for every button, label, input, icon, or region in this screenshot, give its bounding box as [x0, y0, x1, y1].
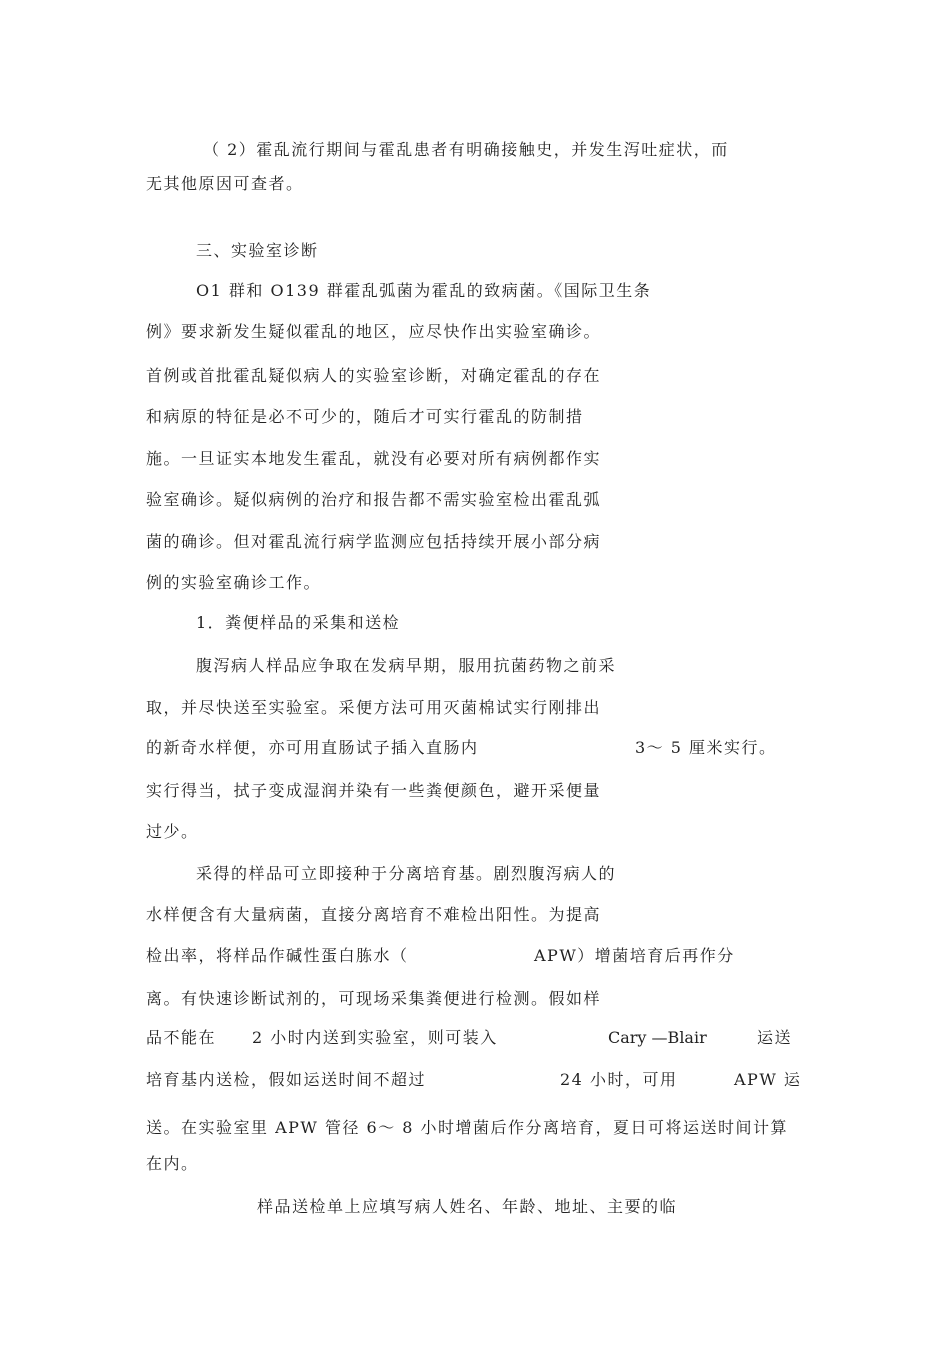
- text-line: 腹泻病人样品应争取在发病早期，服用抗菌药物之前采: [196, 656, 617, 675]
- text-line: 施。一旦证实本地发生霍乱，就没有必要对所有病例都作实: [146, 449, 602, 468]
- section-heading: 三、实验室诊断: [196, 241, 319, 260]
- text-line: 无其他原因可查者。: [146, 174, 304, 193]
- text-line: 检出率，将样品作碱性蛋白胨水（: [146, 946, 409, 965]
- text-line: 品不能在: [146, 1028, 217, 1047]
- text-line: 首例或首批霍乱疑似病人的实验室诊断，对确定霍乱的存在: [146, 366, 602, 385]
- text-line: 培育基内送检，假如运送时间不超过: [146, 1070, 427, 1089]
- text-line-continuation: 24 小时，可用: [560, 1070, 678, 1089]
- text-line: 菌的确诊。但对霍乱流行病学监测应包括持续开展小部分病: [146, 532, 602, 551]
- text-line: 采得的样品可立即接种于分离培育基。剧烈腹泻病人的: [196, 864, 617, 883]
- text-line: 例的实验室确诊工作。: [146, 573, 322, 592]
- text-line-continuation: 运送: [757, 1028, 793, 1047]
- text-line: 水样便含有大量病菌，直接分离培育不难检出阳性。为提高: [146, 905, 602, 924]
- text-line-continuation: APW 运: [734, 1070, 802, 1089]
- text-line: O1 群和 O139 群霍乱弧菌为霍乱的致病菌。《国际卫生条: [196, 281, 652, 300]
- text-line: 样品送检单上应填写病人姓名、年龄、地址、主要的临: [257, 1197, 678, 1216]
- text-line: 离。有快速诊断试剂的，可现场采集粪便进行检测。假如样: [146, 989, 602, 1008]
- text-line-continuation: APW）增菌培育后再作分: [534, 946, 735, 965]
- text-line: 送。在实验室里 APW 管径 6～ 8 小时增菌后作分离培育，夏日可将运送时间计算: [146, 1118, 789, 1137]
- text-line: 验室确诊。疑似病例的治疗和报告都不需实验室检出霍乱弧: [146, 490, 602, 509]
- text-line: 和病原的特征是必不可少的，随后才可实行霍乱的防制措: [146, 407, 584, 426]
- text-line: 实行得当，拭子变成湿润并染有一些粪便颜色，避开采便量: [146, 781, 602, 800]
- text-line: 在内。: [146, 1154, 199, 1173]
- text-line-continuation: Cary —Blair: [608, 1028, 707, 1047]
- text-line: 例》要求新发生疑似霍乱的地区，应尽快作出实验室确诊。: [146, 322, 602, 341]
- text-line: 取，并尽快送至实验室。采便方法可用灭菌棉试实行刚排出: [146, 698, 602, 717]
- text-line: 的新奇水样便，亦可用直肠试子插入直肠内: [146, 738, 479, 757]
- text-line: （ 2）霍乱流行期间与霍乱患者有明确接触史，并发生泻吐症状，而: [203, 140, 729, 159]
- subsection-heading: 1．粪便样品的采集和送检: [196, 613, 401, 632]
- text-line-continuation: 3～ 5 厘米实行。: [635, 738, 777, 757]
- text-line: 过少。: [146, 822, 199, 841]
- text-line-continuation: 2 小时内送到实验室，则可装入: [252, 1028, 498, 1047]
